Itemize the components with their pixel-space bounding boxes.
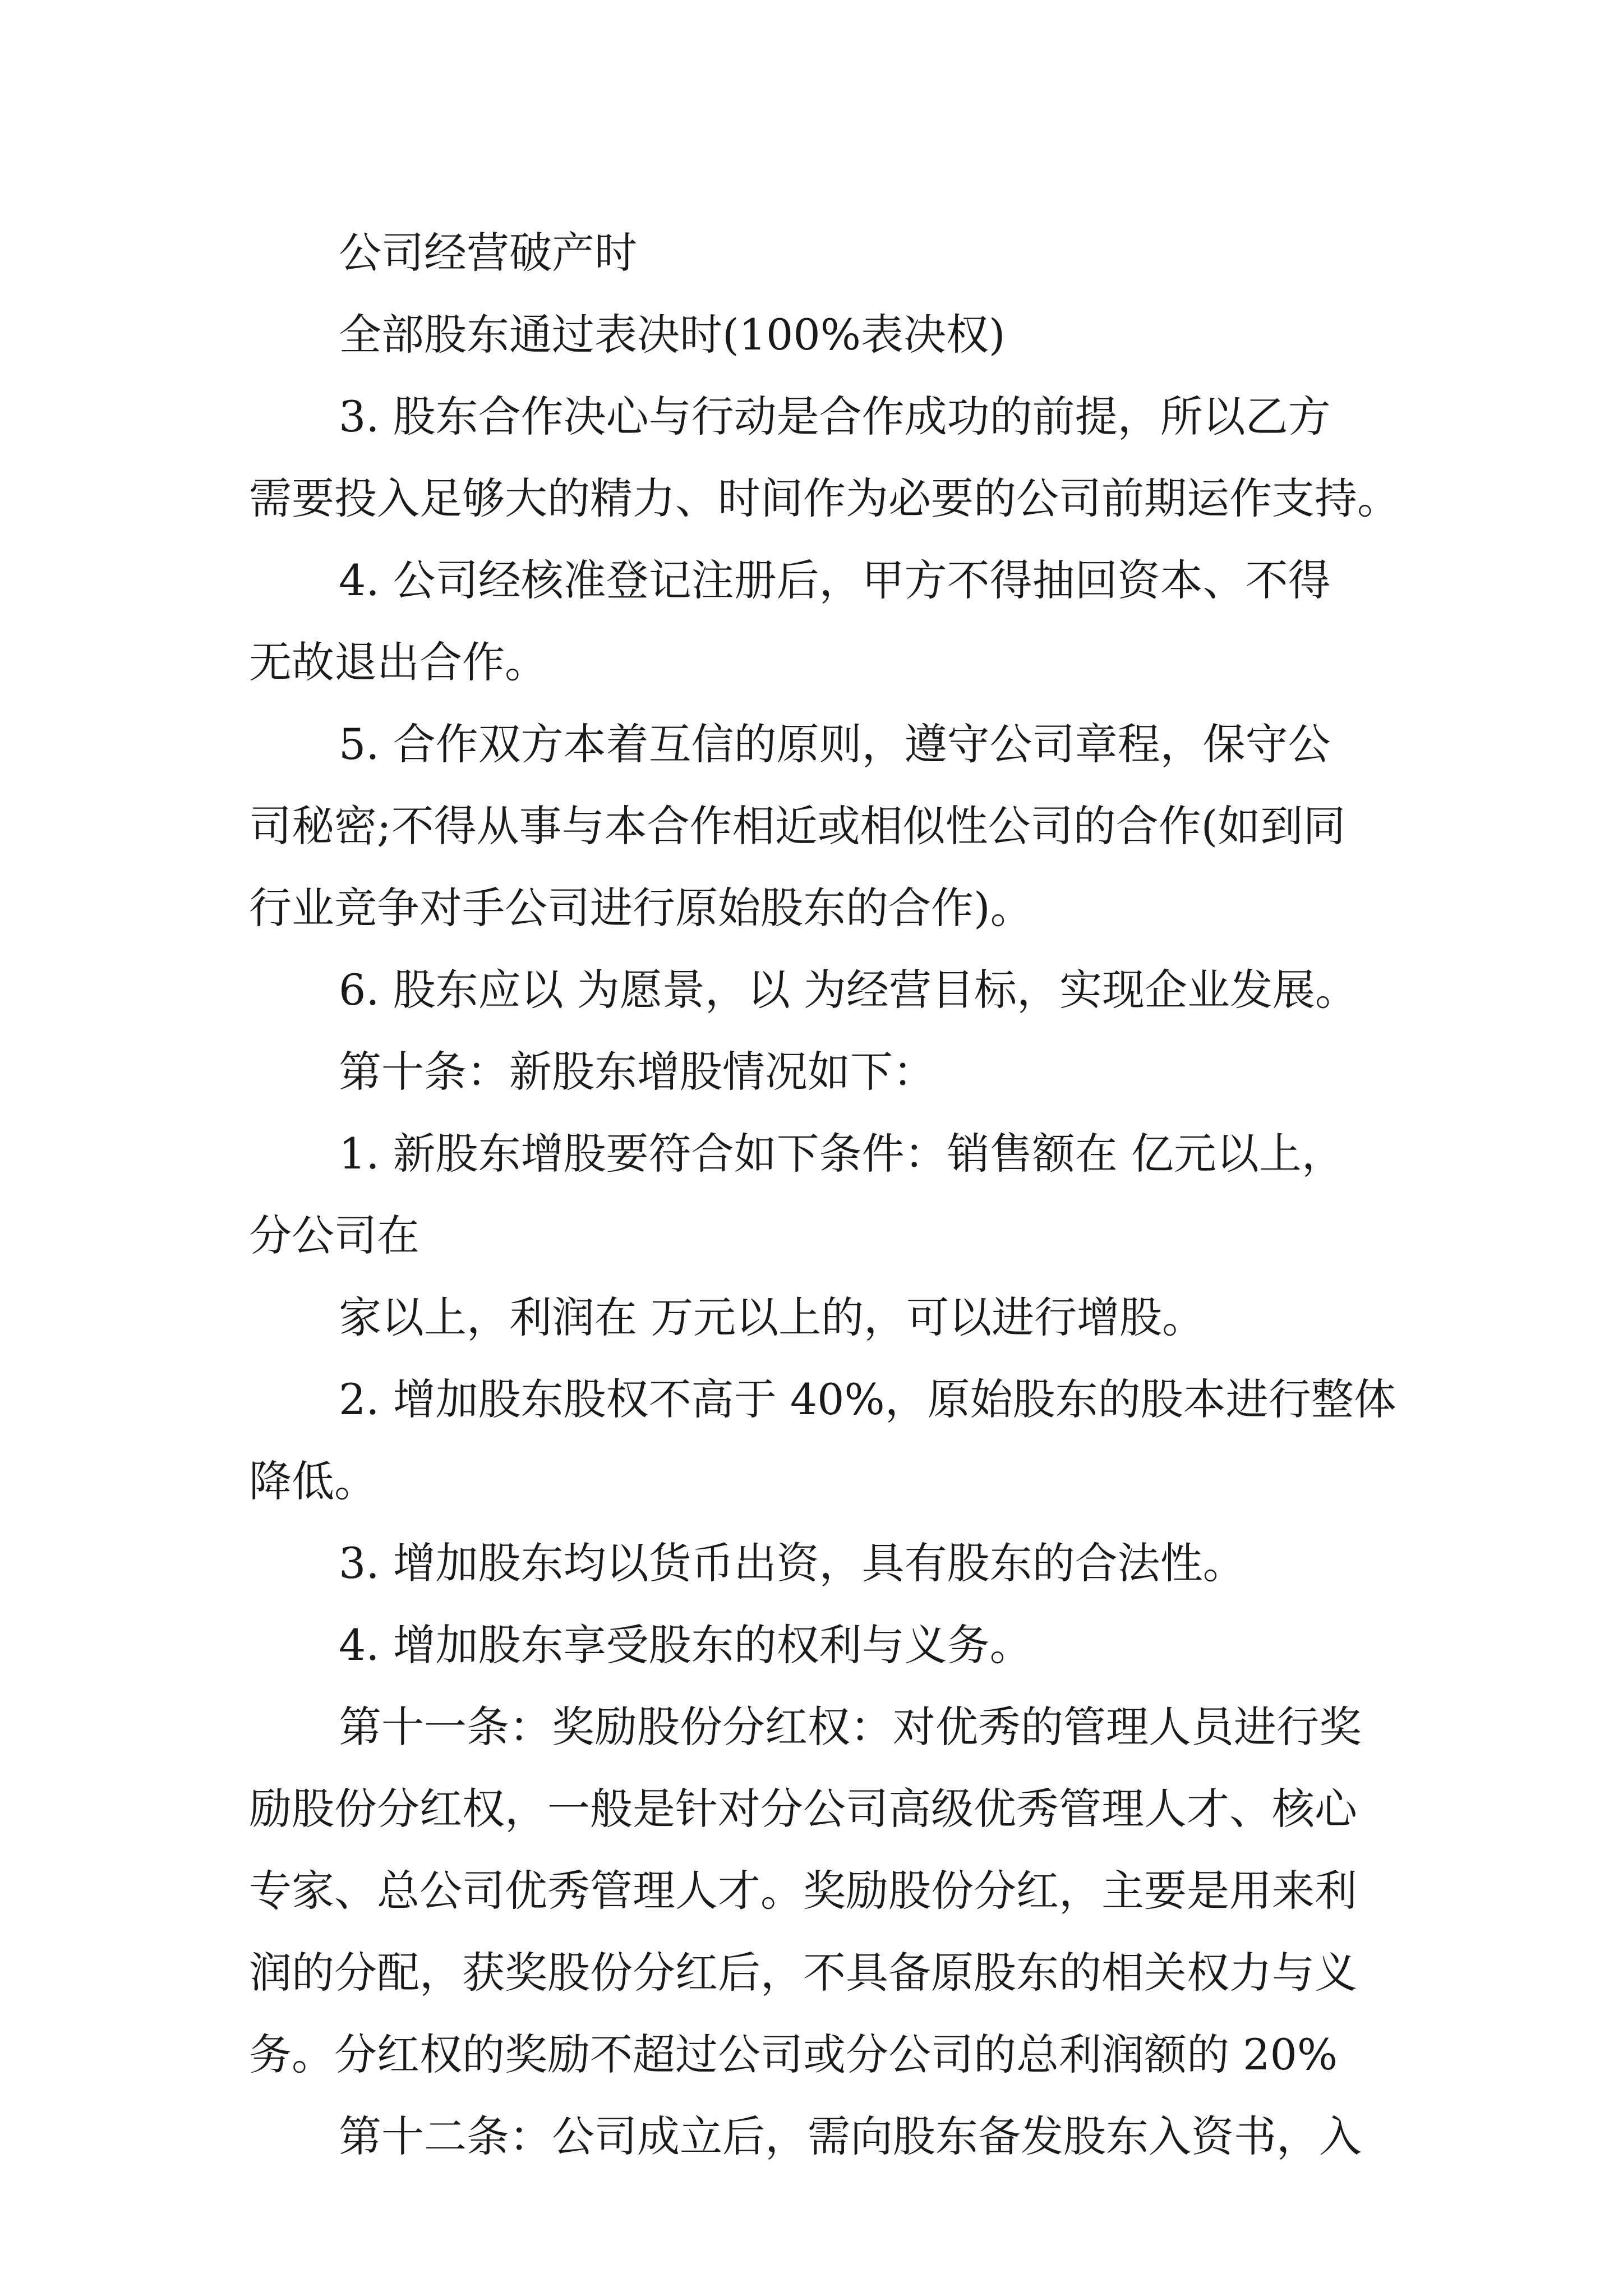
- text-line: 润的分配，获奖股份分红后，不具备原股东的相关权力与义: [249, 1948, 1357, 1998]
- article-heading: 第十一条：奖励股份分红权：对优秀的管理人员进行奖: [339, 1702, 1362, 1752]
- text-line: 行业竞争对手公司进行原始股东的合作)。: [249, 883, 1033, 933]
- text-line: 分公司在: [249, 1211, 419, 1260]
- text-line: 公司经营破产时: [339, 228, 637, 278]
- text-line: 专家、总公司优秀管理人才。奖励股份分红，主要是用来利: [249, 1866, 1357, 1916]
- text-line: 4. 增加股东享受股东的权利与义务。: [339, 1620, 1032, 1670]
- text-line: 3. 增加股东均以货币出资，具有股东的合法性。: [339, 1538, 1246, 1588]
- article-heading: 第十二条：公司成立后，需向股东备发股东入资书，入: [339, 2111, 1362, 2161]
- text-line: 2. 增加股东股权不高于 40%，原始股东的股本进行整体: [339, 1374, 1396, 1424]
- text-line: 4. 公司经核准登记注册后，甲方不得抽回资本、不得: [339, 555, 1331, 605]
- text-line: 1. 新股东增股要符合如下条件：销售额在 亿元以上，: [339, 1129, 1344, 1179]
- text-line: 降低。: [249, 1456, 377, 1506]
- text-line: 务。分红权的奖励不超过公司或分公司的总利润额的 20%: [249, 2030, 1338, 2079]
- text-line: 家以上，利润在 万元以上的，可以进行增股。: [339, 1292, 1205, 1342]
- document-body: [249, 212, 1438, 2178]
- article-heading: 第十条：新股东增股情况如下：: [339, 1047, 935, 1097]
- text-line: 5. 合作双方本着互信的原则，遵守公司章程，保守公: [339, 719, 1331, 769]
- text-line: 3. 股东合作决心与行动是合作成功的前提，所以乙方: [339, 392, 1331, 441]
- text-line: 无故退出合作。: [249, 637, 547, 687]
- text-line: 6. 股东应以 为愿景，以 为经营目标，实现企业发展。: [339, 965, 1358, 1015]
- text-line: 需要投入足够大的精力、时间作为必要的公司前期运作支持。: [249, 473, 1400, 523]
- text-line: 全部股东通过表决时(100%表决权): [339, 310, 1006, 360]
- text-line: 司秘密;不得从事与本合作相近或相似性公司的合作(如到同: [249, 801, 1346, 851]
- text-line: 励股份分红权，一般是针对分公司高级优秀管理人才、核心: [249, 1784, 1357, 1834]
